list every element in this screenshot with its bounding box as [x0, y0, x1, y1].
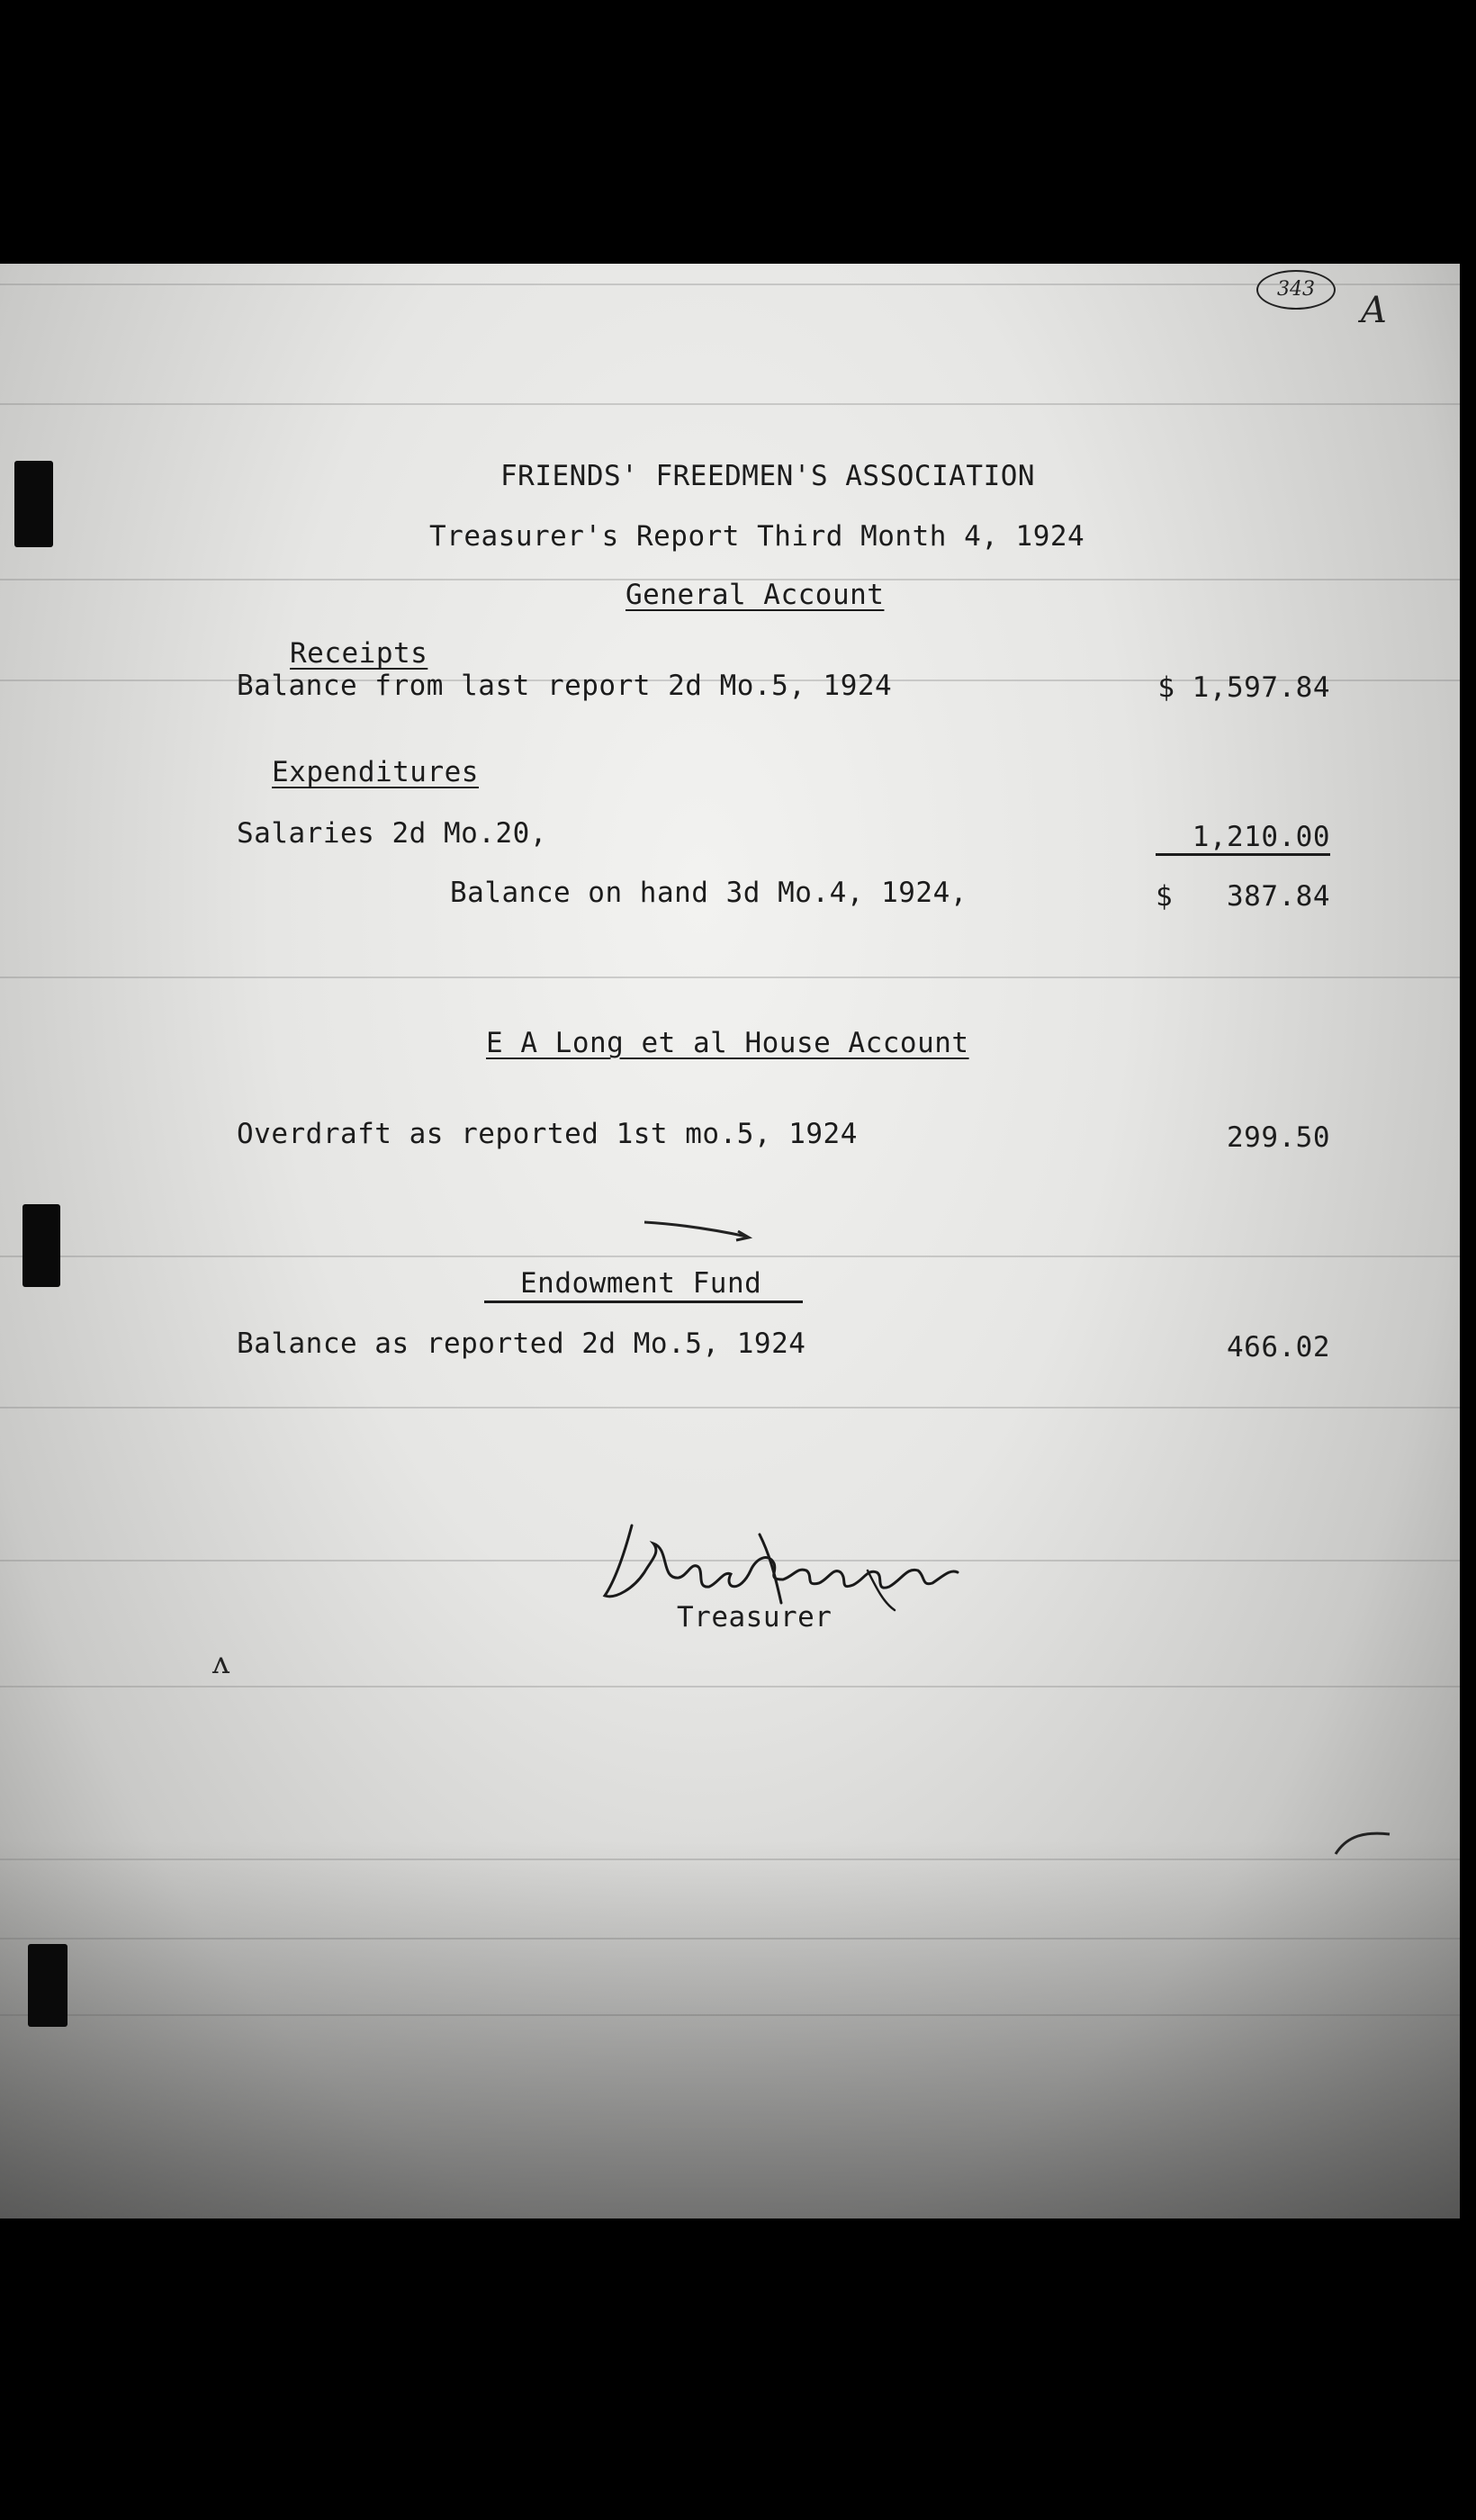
house-account-heading: E A Long et al House Account [486, 1027, 969, 1059]
receipt-line-label: Balance from last report 2d Mo.5, 1924 [237, 670, 893, 702]
subtotal-rule [1156, 853, 1330, 856]
endowment-balance-amount: 466.02 [1227, 1331, 1330, 1364]
overdraft-line-label: Overdraft as reported 1st mo.5, 1924 [237, 1118, 858, 1150]
corner-mark: A [1361, 290, 1387, 331]
balance-on-hand-currency: $ [1156, 880, 1174, 913]
stray-mark-right [1332, 1822, 1395, 1858]
salaries-line-label: Salaries 2d Mo.20, [237, 817, 547, 850]
organization-name: FRIENDS' FREEDMEN'S ASSOCIATION [500, 460, 1036, 492]
endowment-heading-rule [484, 1300, 803, 1303]
receipt-line-amount: $ 1,597.84 [1157, 671, 1330, 704]
endowment-balance-label: Balance as reported 2d Mo.5, 1924 [237, 1328, 806, 1360]
report-title: Treasurer's Report Third Month 4, 1924 [429, 520, 1085, 553]
treasurer-title: Treasurer [677, 1601, 832, 1634]
expenditures-heading: Expenditures [272, 756, 479, 788]
balance-on-hand-label: Balance on hand 3d Mo.4, 1924, [450, 877, 968, 909]
pencil-arrow-mark [641, 1213, 756, 1244]
endowment-fund-heading: Endowment Fund [520, 1267, 762, 1300]
binder-mark-middle [22, 1204, 60, 1287]
binder-mark-top [14, 461, 53, 547]
stray-mark-left: ᴧ [212, 1645, 230, 1681]
general-account-heading: General Account [626, 579, 885, 611]
binder-mark-bottom [28, 1944, 68, 2027]
receipts-heading: Receipts [290, 637, 428, 670]
balance-on-hand-amount: 387.84 [1227, 880, 1330, 913]
salaries-line-amount: 1,210.00 [1192, 821, 1330, 853]
page-number-stamp: 343 [1256, 270, 1336, 310]
overdraft-line-amount: 299.50 [1227, 1121, 1330, 1154]
